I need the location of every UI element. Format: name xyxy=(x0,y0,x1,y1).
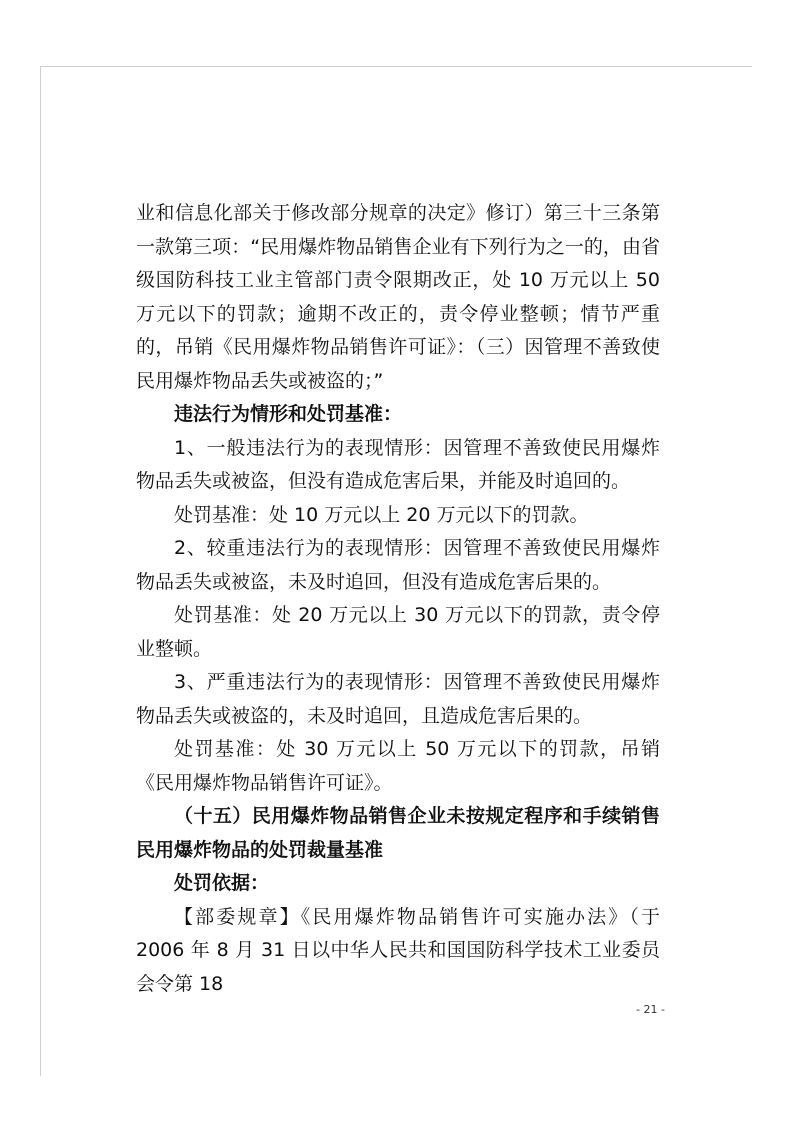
page-border-left xyxy=(40,66,41,1076)
paragraph-serious-penalty: 处罚基准：处 20 万元以上 30 万元以下的罚款，责令停业整顿。 xyxy=(136,604,660,660)
paragraph-severe-penalty: 处罚基准：处 30 万元以上 50 万元以下的罚款，吊销《民用爆炸物品销售许可证》。 xyxy=(136,738,660,794)
section-heading-item-15: （十五）民用爆炸物品销售企业未按规定程序和手续销售民用爆炸物品的处罚裁量基准 xyxy=(136,805,660,861)
document-body xyxy=(136,197,660,1001)
paragraph-regulation-reference: 【部委规章】《民用爆炸物品销售许可实施办法》（于 2006 年 8 月 31 日以中华人民共和国国防科学技术工业委员会令第 18 xyxy=(136,905,660,995)
paragraph-general-violation: 1、一般违法行为的表现情形：因管理不善致使民用爆炸物品丢失或被盗，但没有造成危害后果，并能及时追回的。 xyxy=(136,436,660,492)
paragraph-severe-violation: 3、严重违法行为的表现情形：因管理不善致使民用爆炸物品丢失或被盗的，未及时追回，且造成危害后果的。 xyxy=(136,671,660,727)
paragraph-general-penalty: 处罚基准：处 10 万元以上 20 万元以下的罚款。 xyxy=(174,503,589,526)
paragraph-legal-basis-continued: 业和信息化部关于修改部分规章的决定》修订）第三十三条第一款第三项：“民用爆炸物品销售企业有下列行为之一的，由省级国防科技工业主管部门责令限期改正，处 10 万元以上 50 万元以下的罚款；逾期不改正的，责令停业整顿；情节严重的，吊销《民用爆炸物品销售许可证》：（三）因管理不善致使民用爆炸物品丢失或被盗的；” xyxy=(136,202,660,392)
paragraph-serious-violation: 2、较重违法行为的表现情形：因管理不善致使民用爆炸物品丢失或被盗，未及时追回，但没有造成危害后果的。 xyxy=(136,537,660,593)
section-heading-penalty-basis: 处罚依据： xyxy=(174,872,270,894)
page-number: - 21 - xyxy=(636,1003,665,1016)
section-heading-violation-standards: 违法行为情形和处罚基准： xyxy=(174,403,403,425)
page-border-top xyxy=(40,66,752,67)
